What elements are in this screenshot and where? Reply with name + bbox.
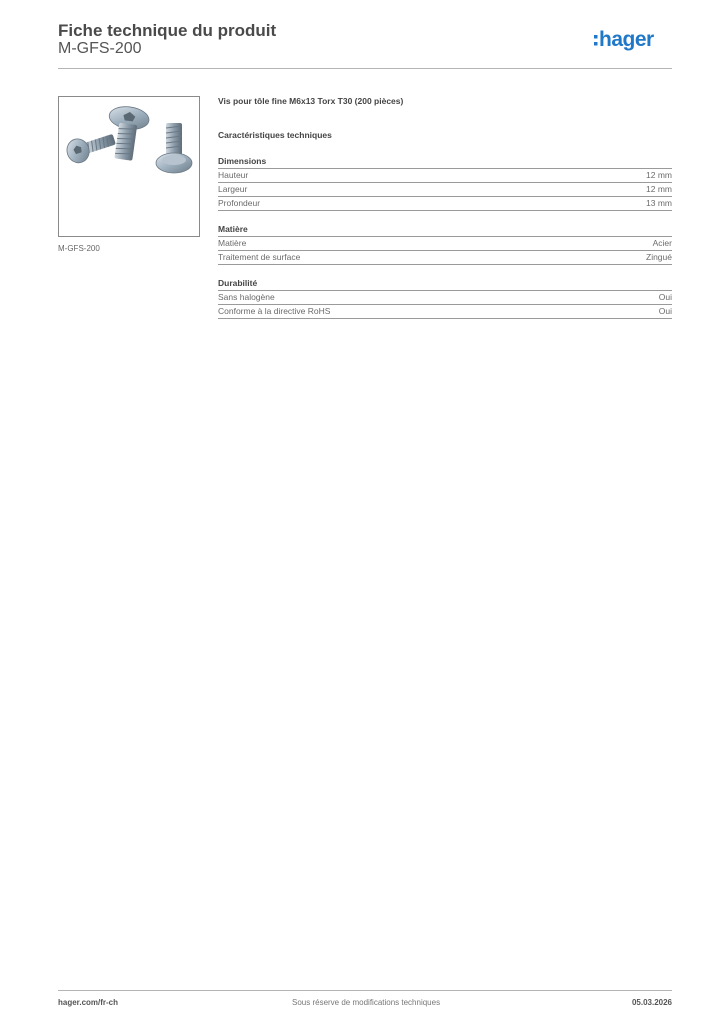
- row-value: 12 mm: [646, 170, 672, 180]
- characteristics-heading: Caractéristiques techniques: [218, 130, 332, 140]
- header-divider: [58, 68, 672, 69]
- row-value: Oui: [658, 292, 672, 302]
- footer-website-link[interactable]: hager.com/fr-ch: [58, 998, 119, 1007]
- row-label: Largeur: [218, 184, 248, 194]
- section-dimensions: [218, 155, 672, 211]
- screws-icon: [59, 97, 199, 236]
- section-title: Dimensions: [218, 155, 672, 169]
- row-label: Traitement de surface: [218, 252, 301, 262]
- page-title: Fiche technique du produit: [58, 21, 277, 40]
- row-label: Hauteur: [218, 170, 249, 180]
- row-label: Matière: [218, 238, 247, 248]
- table-row: [218, 305, 672, 319]
- hager-logo: [594, 28, 674, 57]
- table-row: [218, 169, 672, 183]
- section-title: Durabilité: [218, 277, 672, 291]
- footer-notice: Sous réserve de modifications techniques: [292, 998, 441, 1007]
- row-value: 13 mm: [646, 198, 672, 208]
- table-row: [218, 237, 672, 251]
- hager-logo-icon: [594, 28, 674, 52]
- table-row: [218, 291, 672, 305]
- footer-divider: [58, 990, 672, 991]
- product-description: Vis pour tôle fine M6x13 Torx T30 (200 pièces): [218, 96, 404, 106]
- row-label: Conforme à la directive RoHS: [218, 306, 331, 316]
- table-row: [218, 183, 672, 197]
- footer-date: 05.03.2026: [631, 998, 672, 1007]
- table-row: [218, 251, 672, 265]
- svg-text:hager: hager: [599, 28, 654, 51]
- row-value: Oui: [658, 306, 672, 316]
- product-image: [58, 96, 200, 237]
- row-label: Profondeur: [218, 198, 261, 208]
- row-value: Zingué: [646, 252, 672, 262]
- section-durability: [218, 277, 672, 319]
- section-title: Matière: [218, 223, 672, 237]
- row-label: Sans halogène: [218, 292, 275, 302]
- product-code: M-GFS-200: [58, 40, 142, 57]
- table-row: [218, 197, 672, 211]
- row-value: 12 mm: [646, 184, 672, 194]
- row-value: Acier: [652, 238, 672, 248]
- section-material: [218, 223, 672, 265]
- image-caption: M-GFS-200: [58, 244, 100, 253]
